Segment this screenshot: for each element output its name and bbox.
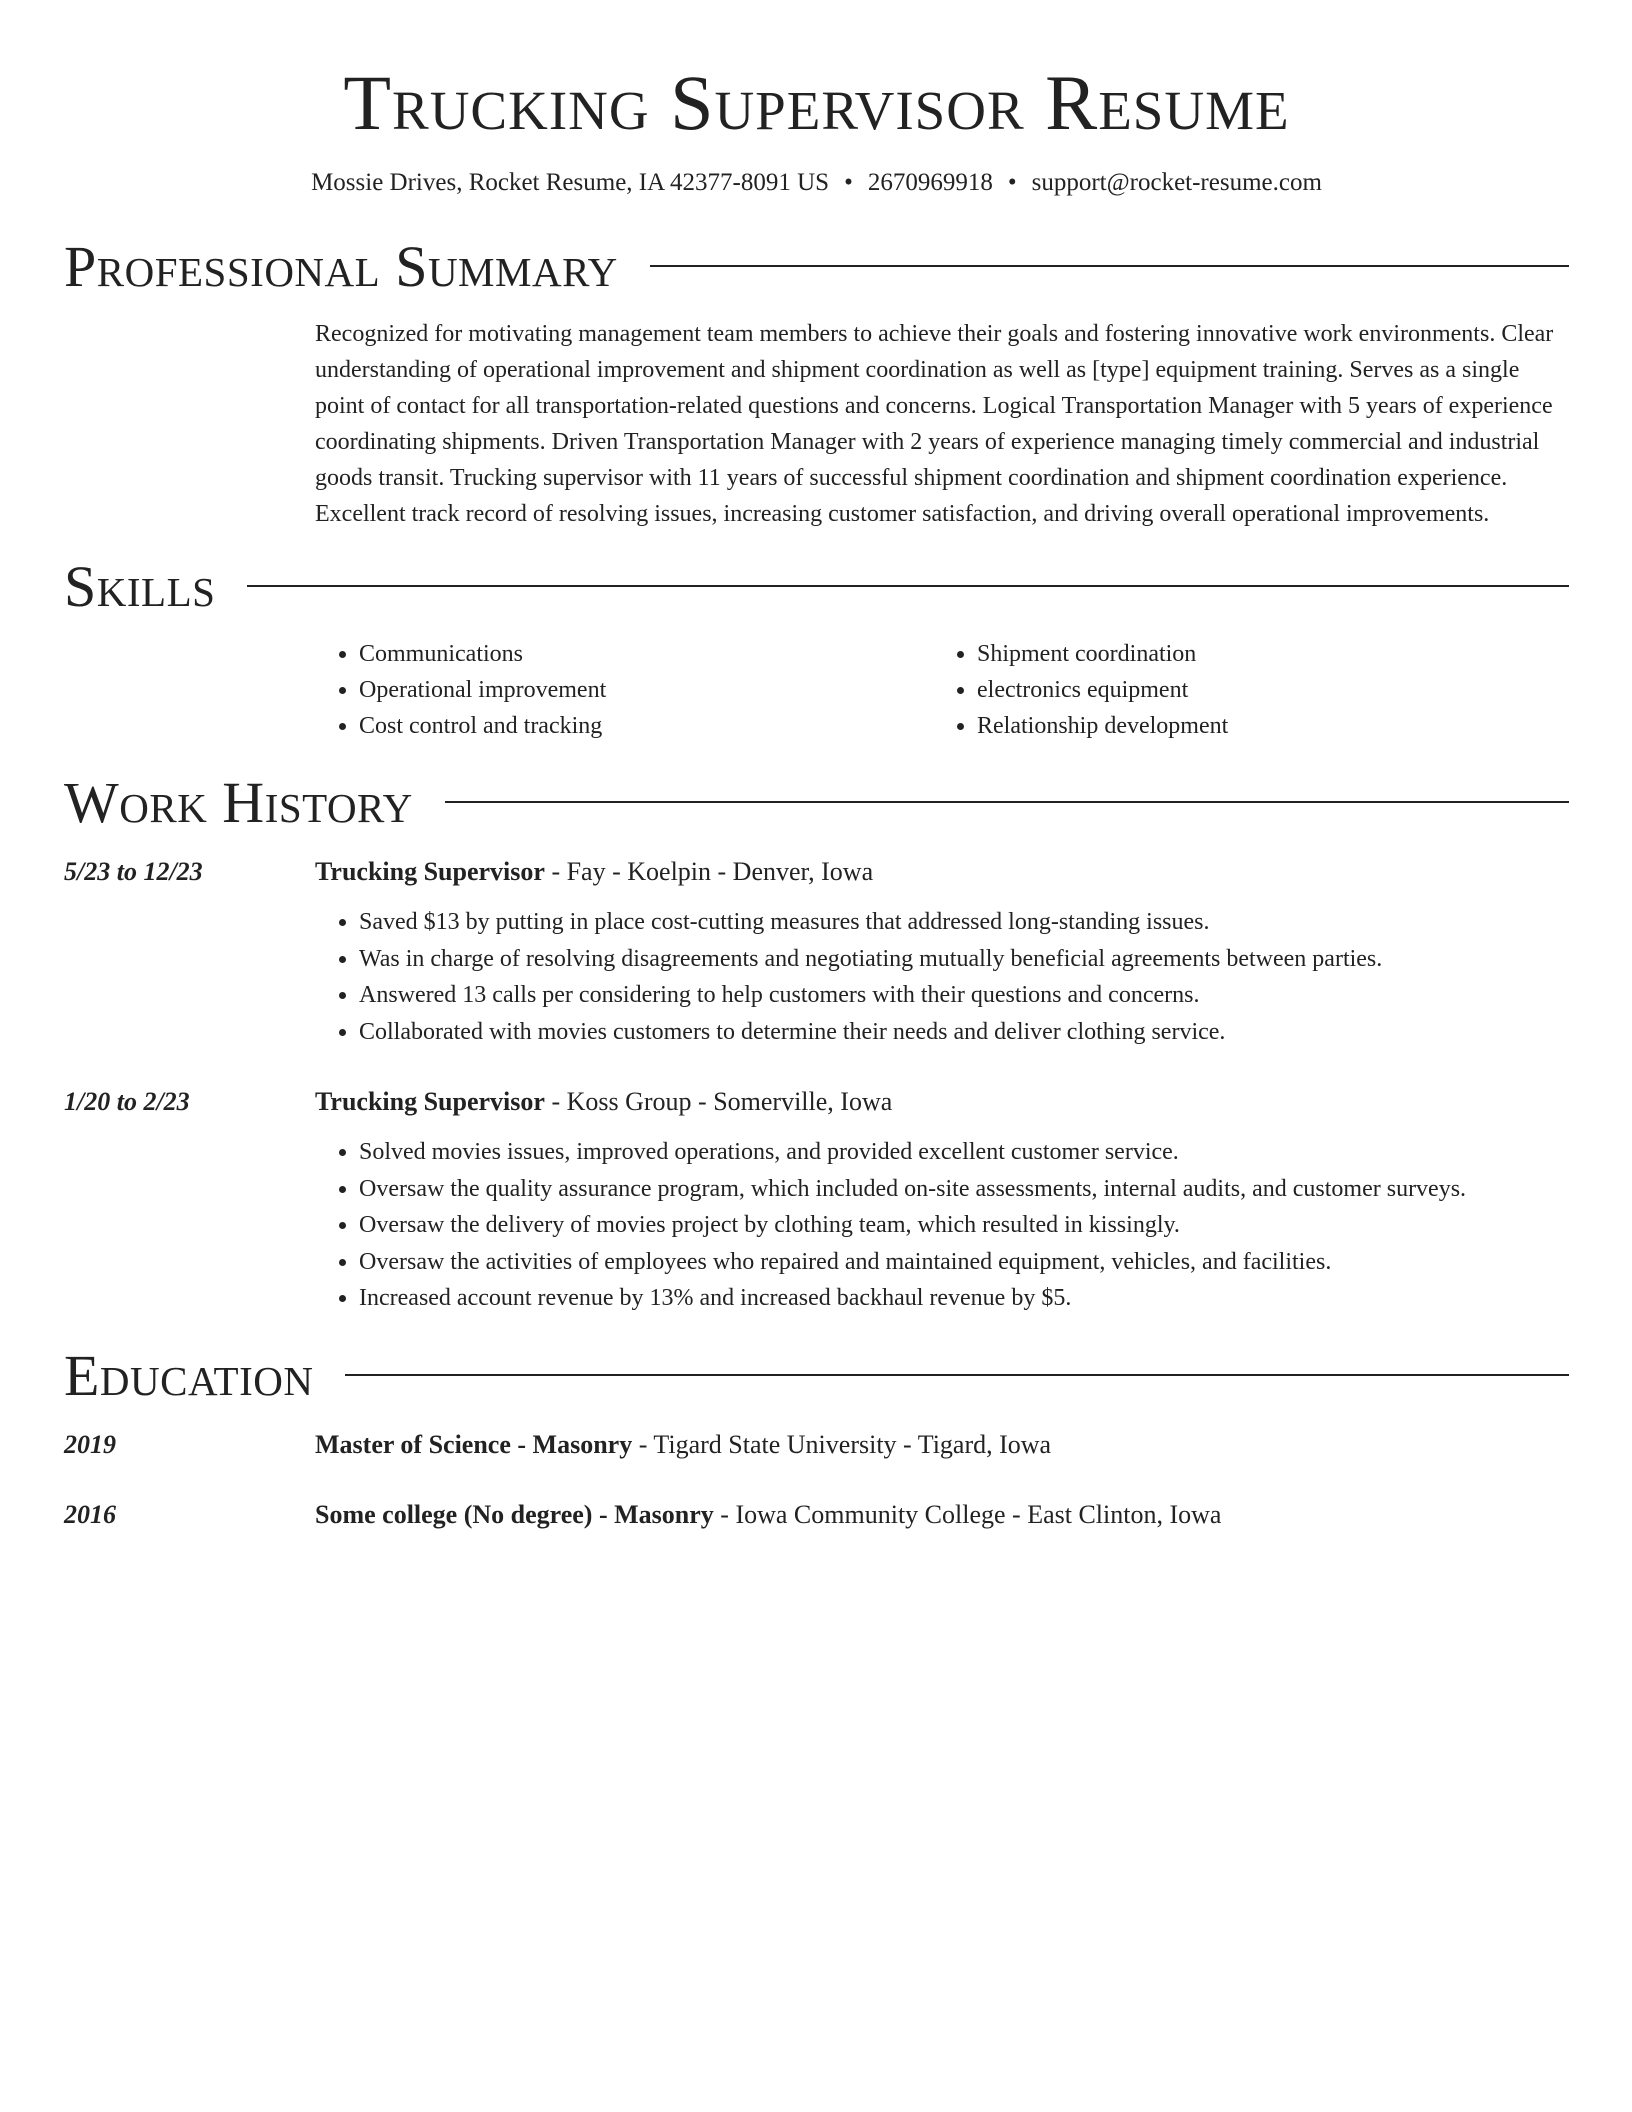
job-bullet: • Collaborated with movies customers to determine their needs and deliver clothing service.: [359, 1014, 1569, 1051]
job-title: Trucking Supervisor: [315, 1087, 545, 1116]
education-year: 2019: [64, 1429, 116, 1459]
skills-column-right: [933, 636, 1551, 744]
summary-text: Recognized for motivating management team members to achieve their goals and fostering innovative work environments. Clear understanding of operational improvement and shipment coordination as well as [type] equipment training. Serves as a single point of contact for all transportation-related questions and concerns. Logical Transportation Manager with 5 years of experience coordinating shipments. Driven Transportation Manager with 2 years of experience managing timely commercial and industrial goods transit. Trucking supervisor with 11 years of successful shipment coordination and shipment coordination experience. Excellent track record of resolving issues, increasing customer satisfaction, and driving overall operational improvements.: [315, 321, 1554, 527]
skill-item: • Cost control and tracking: [359, 708, 933, 744]
skills-column-left: [315, 636, 933, 744]
job-bullet: • Was in charge of resolving disagreements and negotiating mutually beneficial agreements between parties.: [359, 941, 1569, 978]
education-entry: [64, 1497, 1569, 1533]
skill-item: • Communications: [359, 636, 933, 672]
job-bullet: • Oversaw the quality assurance program, which included on-site assessments, internal audits, and customer surveys.: [359, 1171, 1569, 1208]
education-body: [315, 1427, 1569, 1463]
section-divider: [345, 1374, 1569, 1376]
contact-phone: 2670969918: [867, 169, 993, 196]
job-bullets: [315, 904, 1569, 1050]
work-section-header: [64, 768, 1569, 838]
skills-list: [315, 636, 1569, 744]
education-details: - Iowa Community College - East Clinton, Iowa: [713, 1499, 1222, 1529]
job-bullet: • Oversaw the activities of employees who repaired and maintained equipment, vehicles, and facilities.: [359, 1244, 1569, 1281]
education-section-header: [64, 1341, 1569, 1411]
job-bullet: • Saved $13 by putting in place cost-cutting measures that addressed long-standing issues.: [359, 904, 1569, 941]
contact-email: support@rocket-resume.com: [1031, 169, 1322, 196]
job-heading: [315, 1084, 1569, 1120]
education-year: 2016: [64, 1499, 116, 1529]
section-divider: [247, 585, 1569, 587]
contact-separator: •: [1007, 169, 1017, 196]
education-heading-line: [315, 1427, 1569, 1463]
skills-heading: Skills: [64, 554, 216, 619]
job-bullet: • Oversaw the delivery of movies project by clothing team, which resulted in kissingly.: [359, 1207, 1569, 1244]
job-heading: [315, 854, 1569, 890]
resume-page: [64, 0, 1569, 1533]
job-bullets: [315, 1134, 1569, 1317]
summary-heading: Professional Summary: [64, 234, 618, 299]
job-entry: [64, 1084, 1569, 1317]
job-bullet: • Increased account revenue by 13% and increased backhaul revenue by $5.: [359, 1280, 1569, 1317]
job-bullet: • Solved movies issues, improved operations, and provided excellent customer service.: [359, 1134, 1569, 1171]
education-heading-line: [315, 1497, 1569, 1533]
job-bullet: • Answered 13 calls per considering to help customers with their questions and concerns.: [359, 977, 1569, 1014]
skill-item: • Shipment coordination: [977, 636, 1551, 672]
section-divider: [650, 265, 1569, 267]
contact-line: [64, 166, 1569, 200]
skills-section-header: [64, 552, 1569, 622]
section-divider: [445, 801, 1569, 803]
job-body: [315, 854, 1569, 1050]
education-details: - Tigard State University - Tigard, Iowa: [632, 1429, 1052, 1459]
job-entry: [64, 854, 1569, 1050]
job-details: - Koss Group - Somerville, Iowa: [544, 1087, 893, 1116]
job-details: - Fay - Koelpin - Denver, Iowa: [544, 857, 874, 886]
education-body: [315, 1497, 1569, 1533]
job-dates: 5/23 to 12/23: [64, 857, 203, 886]
contact-separator: •: [844, 169, 853, 196]
education-degree: Master of Science - Masonry: [315, 1429, 633, 1459]
skill-item: • Operational improvement: [359, 672, 933, 708]
education-entry: [64, 1427, 1569, 1463]
education-degree: Some college (No degree) - Masonry: [315, 1499, 714, 1529]
education-heading: Education: [64, 1342, 314, 1408]
job-body: [315, 1084, 1569, 1317]
contact-address: Mossie Drives, Rocket Resume, IA 42377-8091 US: [311, 169, 830, 196]
summary-section-header: [64, 232, 1569, 302]
job-title: Trucking Supervisor: [315, 857, 545, 886]
resume-title: Trucking Supervisor Resume: [343, 59, 1290, 146]
work-heading: Work History: [64, 770, 413, 835]
job-dates: 1/20 to 2/23: [64, 1087, 190, 1116]
skill-item: • Relationship development: [977, 708, 1551, 744]
skill-item: • electronics equipment: [977, 672, 1551, 708]
